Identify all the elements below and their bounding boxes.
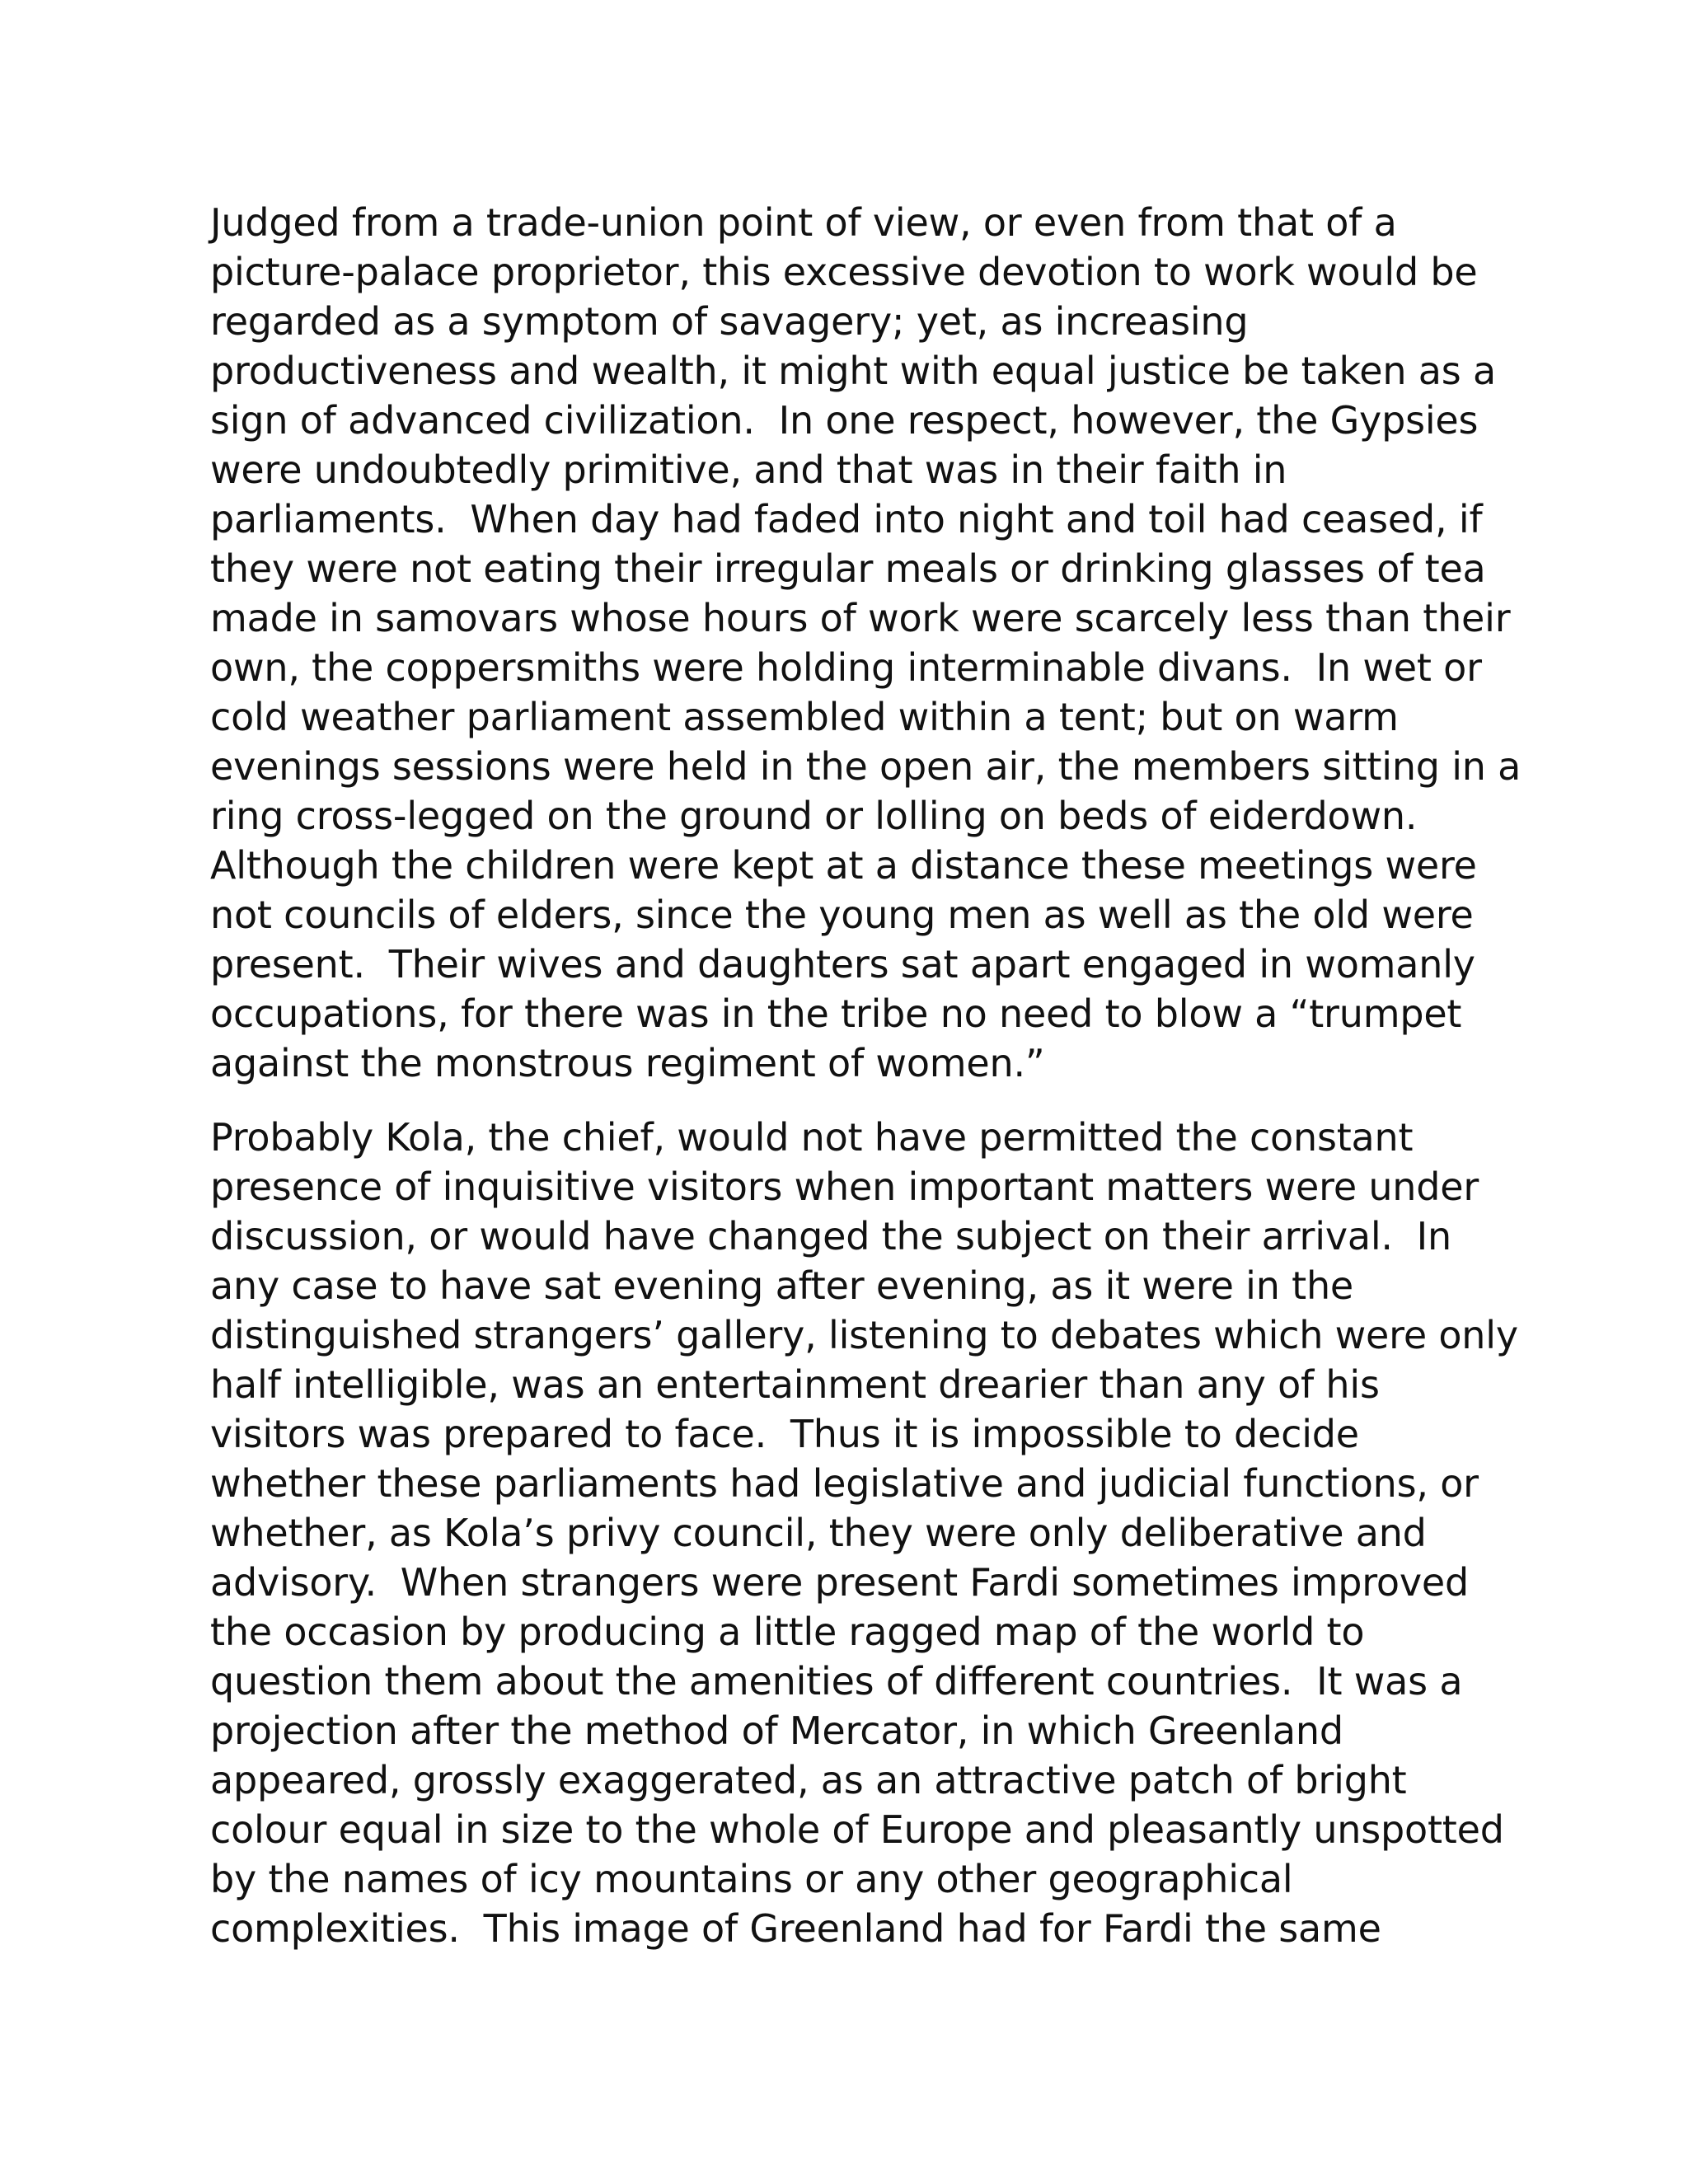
text-line: not councils of elders, since the young men as well as the old were [210, 893, 1474, 937]
text-line: Although the children were kept at a distance these meetings were [210, 843, 1477, 888]
text-line: parliaments. When day had faded into night and toil had ceased, if [210, 497, 1483, 541]
text-line: whether, as Kola’s privy council, they were only deliberative and [210, 1511, 1427, 1555]
text-line: complexities. This image of Greenland had for Fardi the same [210, 1906, 1381, 1951]
text-line: colour equal in size to the whole of Europe and pleasantly unspotted [210, 1807, 1504, 1852]
text-line: the occasion by producing a little ragged map of the world to [210, 1610, 1365, 1654]
text-line: presence of inquisitive visitors when important matters were under [210, 1165, 1479, 1209]
text-line: cold weather parliament assembled within a tent; but on warm [210, 695, 1399, 739]
text-line: half intelligible, was an entertainment drearier than any of his [210, 1362, 1380, 1407]
text-line: Probably Kola, the chief, would not have permitted the constant [210, 1115, 1414, 1160]
text-line: they were not eating their irregular meals or drinking glasses of tea [210, 546, 1486, 591]
text-line: by the names of icy mountains or any other geographical [210, 1857, 1293, 1901]
paragraph-2 [210, 1113, 1518, 1953]
text-line: own, the coppersmiths were holding interminable divans. In wet or [210, 645, 1482, 690]
text-line: discussion, or would have changed the subject on their arrival. In [210, 1214, 1451, 1258]
text-line: appeared, grossly exaggerated, as an attractive patch of bright [210, 1758, 1407, 1802]
text-line: projection after the method of Mercator, in which Greenland [210, 1708, 1343, 1753]
text-line: any case to have sat evening after evening, as it were in the [210, 1263, 1354, 1308]
paragraph-spacer [210, 1088, 1496, 1113]
text-line: were undoubtedly primitive, and that was in their faith in [210, 448, 1287, 492]
text-line: made in samovars whose hours of work were scarcely less than their [210, 596, 1511, 640]
text-line: occupations, for there was in the tribe no need to blow a “trumpet [210, 991, 1462, 1036]
text-line: regarded as a symptom of savagery; yet, as increasing [210, 299, 1249, 344]
text-line: distinguished strangers’ gallery, listening to debates which were only [210, 1313, 1518, 1357]
paragraph-1 [210, 198, 1522, 1088]
text-line: advisory. When strangers were present Fardi sometimes improved [210, 1560, 1469, 1605]
text-line: question them about the amenities of different countries. It was a [210, 1659, 1463, 1704]
document-page [210, 198, 1522, 1953]
text-line: productiveness and wealth, it might with equal justice be taken as a [210, 349, 1496, 393]
text-line: against the monstrous regiment of women.” [210, 1041, 1045, 1085]
text-line: sign of advanced civilization. In one respect, however, the Gypsies [210, 398, 1479, 443]
text-line: whether these parliaments had legislative and judicial functions, or [210, 1461, 1479, 1506]
text-line: Judged from a trade-union point of view, or even from that of a [210, 200, 1397, 245]
text-line: present. Their wives and daughters sat apart engaged in womanly [210, 942, 1475, 987]
text-line: ring cross-legged on the ground or lolling on beds of eiderdown. [210, 794, 1418, 838]
text-line: evenings sessions were held in the open air, the members sitting in a [210, 744, 1522, 789]
text-line: visitors was prepared to face. Thus it is impossible to decide [210, 1412, 1359, 1456]
text-line: picture-palace proprietor, this excessive devotion to work would be [210, 250, 1478, 294]
